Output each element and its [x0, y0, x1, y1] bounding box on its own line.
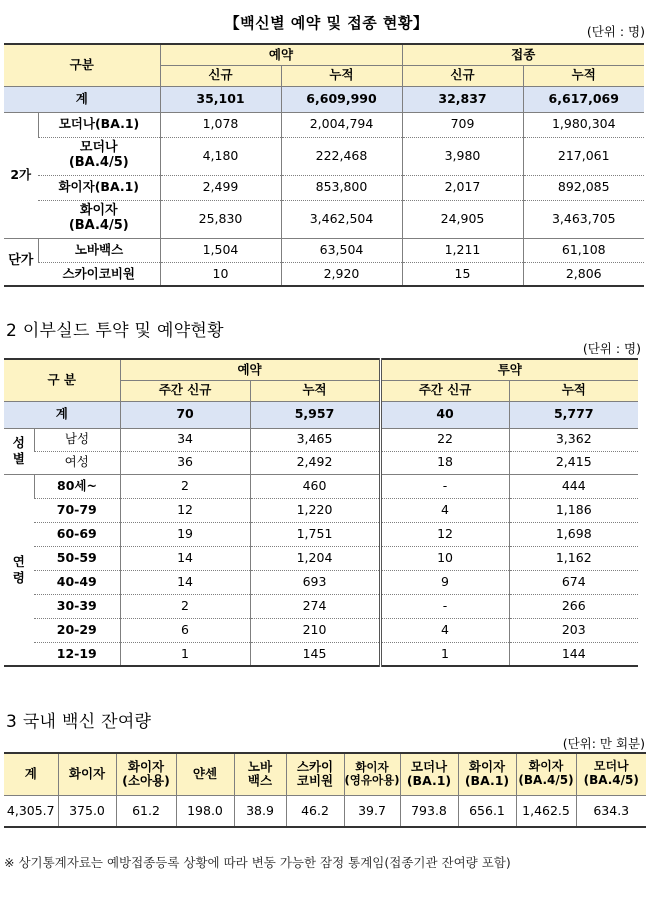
- t1-cell: 709: [402, 112, 523, 137]
- t2-cell: 70: [120, 401, 250, 428]
- t1-header-vacc: 접종: [402, 44, 644, 65]
- t2-cell: 1: [120, 642, 250, 666]
- t3-cell: 46.2: [286, 795, 344, 827]
- t2-cell: 5,777: [509, 401, 638, 428]
- t1-row-name: 화이자 (BA.4/5): [38, 200, 160, 238]
- t1-category-monovalent: 단가: [4, 238, 38, 286]
- table2-unit: (단위 : 명): [582, 341, 641, 356]
- t3-header-cell: 화이자 (BA.1): [458, 753, 516, 795]
- t3-header-cell: 화이자 (영유아용): [344, 753, 400, 795]
- t2-cell: -: [380, 474, 509, 498]
- t1-cell: 1,078: [160, 112, 281, 137]
- t1-cell: 222,468: [281, 137, 402, 175]
- t2-cell: 18: [380, 451, 509, 474]
- t2-cell: 1,186: [509, 498, 638, 522]
- t1-cell: 10: [160, 262, 281, 286]
- t1-row-name: 노바백스: [38, 238, 160, 262]
- t1-cell: 217,061: [523, 137, 644, 175]
- t1-row-name: 모더나(BA.1): [38, 112, 160, 137]
- t1-row-name: 화이자(BA.1): [38, 175, 160, 200]
- t2-row-name: 60-69: [34, 522, 120, 546]
- t1-cell: 24,905: [402, 200, 523, 238]
- table-row: [4, 451, 638, 474]
- t1-header-new: 신규: [402, 65, 523, 86]
- vaccine-status-table: [4, 43, 644, 287]
- t2-cell: 145: [250, 642, 380, 666]
- t1-cell: 61,108: [523, 238, 644, 262]
- t1-cell: 25,830: [160, 200, 281, 238]
- t2-cell: 1,220: [250, 498, 380, 522]
- t2-cell: 4: [380, 618, 509, 642]
- t2-row-name: 50-59: [34, 546, 120, 570]
- t2-header-group: 구 분: [4, 359, 120, 401]
- table-row: [4, 428, 638, 451]
- t3-header-cell: 노바 백스: [234, 753, 286, 795]
- evusheld-table: [4, 358, 638, 667]
- t2-cell: -: [380, 594, 509, 618]
- t2-row-name: 80세~: [34, 474, 120, 498]
- section-stock-title: 3 국내 백신 잔여량: [6, 712, 152, 732]
- table-row: [4, 570, 638, 594]
- t3-cell: 793.8: [400, 795, 458, 827]
- t1-cell: 63,504: [281, 238, 402, 262]
- t2-row-name: 여성: [34, 451, 120, 474]
- t1-cell: 32,837: [402, 86, 523, 112]
- t2-cell: 1,698: [509, 522, 638, 546]
- table-row: [4, 200, 644, 238]
- t3-cell: 38.9: [234, 795, 286, 827]
- t2-header-weekly: 주간 신규: [380, 380, 509, 401]
- table-row: [4, 238, 644, 262]
- t1-header-group: 구분: [4, 44, 160, 86]
- t2-header-reserve: 예약: [120, 359, 380, 380]
- table-row: [4, 618, 638, 642]
- t3-header-row: [4, 753, 646, 795]
- t2-cell: 3,465: [250, 428, 380, 451]
- t1-cell: 2,806: [523, 262, 644, 286]
- t3-cell: 1,462.5: [516, 795, 576, 827]
- table-row: [4, 795, 646, 827]
- t1-cell: 2,920: [281, 262, 402, 286]
- t1-cell: 2,499: [160, 175, 281, 200]
- t2-cell: 444: [509, 474, 638, 498]
- t3-cell: 4,305.7: [6, 802, 55, 818]
- t2-cell: 10: [380, 546, 509, 570]
- t2-cell: 203: [509, 618, 638, 642]
- t2-cell: 6: [120, 618, 250, 642]
- t2-row-name: 30-39: [34, 594, 120, 618]
- t1-header-reserve: 예약: [160, 44, 402, 65]
- table-row: [4, 594, 638, 618]
- table3-unit: (단위: 만 회분): [562, 736, 645, 751]
- t3-header-cell: 화이자: [58, 753, 116, 795]
- t1-cell: 4,180: [160, 137, 281, 175]
- t3-header-cell: 계: [4, 753, 58, 795]
- t2-cell: 693: [250, 570, 380, 594]
- t2-cell: 674: [509, 570, 638, 594]
- t2-cell: 9: [380, 570, 509, 594]
- t2-cell: 19: [120, 522, 250, 546]
- table-row: [4, 522, 638, 546]
- t1-cell: 3,980: [402, 137, 523, 175]
- t1-cell: 853,800: [281, 175, 402, 200]
- t2-cell: 14: [120, 546, 250, 570]
- t2-cell: 4: [380, 498, 509, 522]
- t1-cell: 1,211: [402, 238, 523, 262]
- t2-cell: 22: [380, 428, 509, 451]
- t2-cell: 460: [250, 474, 380, 498]
- t2-cell: 3,362: [509, 428, 638, 451]
- t2-cell: 2,492: [250, 451, 380, 474]
- t2-cell: 274: [250, 594, 380, 618]
- t2-cell: 210: [250, 618, 380, 642]
- t3-cell: 198.0: [176, 795, 234, 827]
- t2-cell: 1: [380, 642, 509, 666]
- t1-row-name: 모더나 (BA.4/5): [38, 137, 160, 175]
- table-row: [4, 175, 644, 200]
- t3-header-cell: 화이자 (BA.4/5): [516, 753, 576, 795]
- t2-cell: 34: [120, 428, 250, 451]
- t2-cell: 36: [120, 451, 250, 474]
- t1-category-bivalent: 2가: [4, 112, 38, 238]
- t1-total-row: [4, 86, 644, 112]
- t2-cell: 266: [509, 594, 638, 618]
- table-row: [4, 137, 644, 175]
- t2-row-name: 20-29: [34, 618, 120, 642]
- t2-cell: 14: [120, 570, 250, 594]
- t1-cell: 15: [402, 262, 523, 286]
- t2-header-admin: 투약: [380, 359, 638, 380]
- t2-cell: 144: [509, 642, 638, 666]
- t2-cell: 12: [120, 498, 250, 522]
- t1-cell: 892,085: [523, 175, 644, 200]
- t2-sex-label: 성 별: [4, 428, 34, 474]
- t1-cell: 1,980,304: [523, 112, 644, 137]
- table-row: [4, 546, 638, 570]
- t1-cell: 2,017: [402, 175, 523, 200]
- t1-cell: 35,101: [160, 86, 281, 112]
- t2-total-label: 계: [4, 401, 120, 428]
- t2-cell: 1,204: [250, 546, 380, 570]
- t1-cell: 1,504: [160, 238, 281, 262]
- t1-cell: 6,617,069: [523, 86, 644, 112]
- table1-unit: (단위 : 명): [586, 24, 645, 39]
- t3-cell: 634.3: [576, 795, 646, 827]
- t3-cell: 39.7: [344, 795, 400, 827]
- t3-header-cell: 화이자 (소아용): [116, 753, 176, 795]
- t1-header-cum: 누적: [523, 65, 644, 86]
- t3-header-cell: 모더나 (BA.4/5): [576, 753, 646, 795]
- t3-cell: 656.1: [458, 795, 516, 827]
- t1-header-new: 신규: [160, 65, 281, 86]
- t2-total-row: [4, 401, 638, 428]
- t3-header-cell: 스카이 코비원: [286, 753, 344, 795]
- table-row: [4, 112, 644, 137]
- vaccine-status-title: 【백신별 예약 및 접종 현황】: [224, 14, 429, 32]
- t1-cell: 2,004,794: [281, 112, 402, 137]
- t2-cell: 12: [380, 522, 509, 546]
- table-row: [4, 642, 638, 666]
- t2-row-name: 40-49: [34, 570, 120, 594]
- t1-cell: 3,463,705: [523, 200, 644, 238]
- t2-header-cum: 누적: [250, 380, 380, 401]
- t2-header-cum: 누적: [509, 380, 638, 401]
- t3-header-cell: 얀센: [176, 753, 234, 795]
- t2-age-label: 연 령: [12, 554, 25, 585]
- section-evusheld-title: 2 이부실드 투약 및 예약현황: [6, 321, 224, 341]
- footnote: ※ 상기통계자료는 예방접종등록 상황에 따라 변동 가능한 잠정 통계임(접종기관 잔여량 포함): [4, 855, 511, 870]
- t2-row-name: 12-19: [56, 645, 97, 661]
- t2-row-name: 남성: [34, 428, 120, 451]
- table-row: [4, 474, 638, 498]
- t3-header-cell: 모더나 (BA.1): [400, 753, 458, 795]
- t2-cell: 40: [380, 401, 509, 428]
- t2-cell: 5,957: [250, 401, 380, 428]
- table-row: [4, 498, 638, 522]
- t1-total-label: 계: [4, 86, 160, 112]
- t1-cell: 3,462,504: [281, 200, 402, 238]
- t1-row-name: 스카이코비원: [62, 265, 135, 281]
- t1-header-cum: 누적: [281, 65, 402, 86]
- t3-cell: 375.0: [58, 795, 116, 827]
- t2-cell: 2: [120, 594, 250, 618]
- table-row: [4, 262, 644, 286]
- t2-cell: 2,415: [509, 451, 638, 474]
- t2-header-weekly: 주간 신규: [120, 380, 250, 401]
- t3-cell: 61.2: [116, 795, 176, 827]
- t2-cell: 1,751: [250, 522, 380, 546]
- t2-cell: 2: [120, 474, 250, 498]
- t2-row-name: 70-79: [34, 498, 120, 522]
- t1-cell: 6,609,990: [281, 86, 402, 112]
- t2-cell: 1,162: [509, 546, 638, 570]
- vaccine-stock-table: [4, 752, 646, 828]
